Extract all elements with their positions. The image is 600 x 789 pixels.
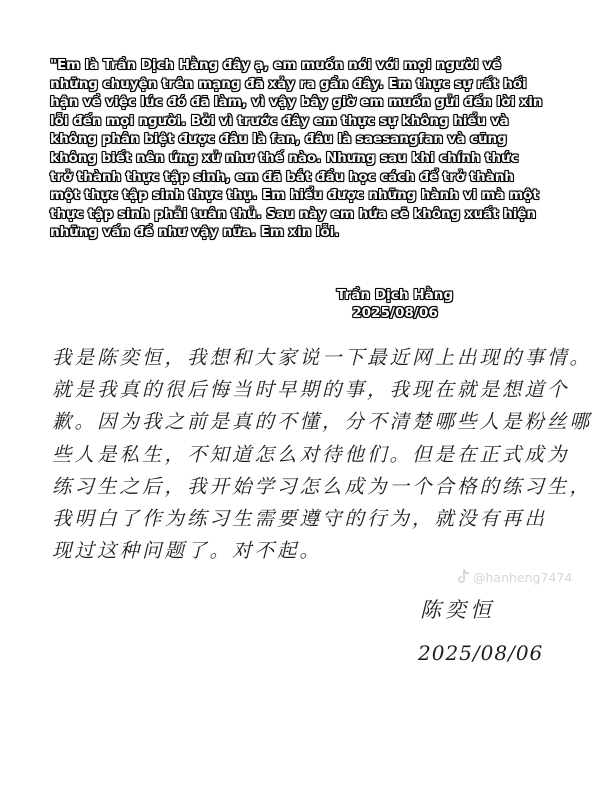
vi-line-5: không phân biệt được đâu là fan, đâu là saesangfan và cũng	[50, 131, 507, 148]
vi-line-8: một thực tập sinh thực thụ. Em hiểu được những hành vi mà một	[50, 187, 539, 204]
vi-line-3: hận về việc lúc đó đã làm, vì vậy bây giờ em muốn gửi đến lời xin	[50, 94, 543, 111]
zh-line-3: 歉。因为我之前是真的不懂，分不清楚哪些人是粉丝哪	[52, 410, 593, 434]
zh-line-4: 些人是私生，不知道怎么对待他们。但是在正式成为	[52, 442, 570, 466]
vi-line-2: những chuyện trên mạng đã xảy ra gần đây. Em thực sự rất hối	[50, 75, 527, 92]
zh-line-2: 就是我真的很后悔当时早期的事，我现在就是想道个	[52, 378, 570, 402]
vi-line-6: không biết nên ứng xử như thế nào. Nhưng sau khi chính thức	[50, 149, 519, 166]
zh-signature-date: 2025/08/06	[418, 641, 544, 665]
vietnamese-translation	[50, 56, 570, 242]
vi-line-4: lỗi đến mọi người. Bởi vì trước đây em thực sự không hiểu và	[50, 112, 509, 129]
zh-line-1: 我是陈奕恒，我想和大家说一下最近网上出现的事情。	[52, 346, 593, 369]
handwritten-letter	[52, 342, 592, 567]
vi-line-1: "Em là Trần Dịch Hằng đây ạ, em muốn nói với mọi người về	[50, 57, 501, 73]
zh-line-5: 练习生之后，我开始学习怎么成为一个合格的练习生，	[52, 474, 593, 498]
zh-line-7: 现过这种问题了。对不起。	[52, 539, 323, 563]
vi-signature-date: 2025/08/06	[352, 305, 438, 321]
vi-line-10: những vấn đề như vậy nữa. Em xin lỗi.	[50, 224, 340, 241]
tiktok-icon	[456, 569, 470, 585]
vi-line-7: trở thành thực tập sinh, em đã bắt đầu học cách để trở thành	[50, 168, 514, 185]
zh-line-6: 我明白了作为练习生需要遵守的行为，就没有再出	[52, 507, 548, 531]
watermark-handle: @hanheng7474	[473, 569, 573, 585]
tiktok-watermark	[456, 569, 572, 585]
vi-line-9: thực tập sinh phải tuân thủ. Sau này em hứa sẽ không xuất hiện	[50, 205, 537, 222]
zh-signature-name: 陈奕恒	[420, 598, 495, 622]
vi-signature-name: Trần Dịch Hằng	[336, 287, 454, 303]
